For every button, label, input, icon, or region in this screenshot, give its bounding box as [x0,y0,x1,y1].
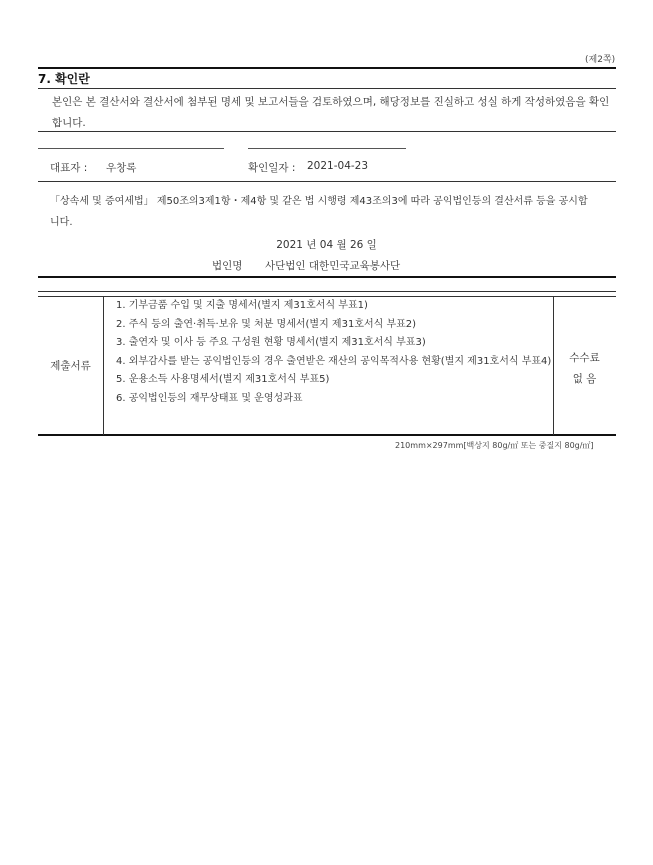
list-item: 4. 외부감사를 받는 공익법인등의 경우 출연받은 재산의 공익목적사용 현황(별지 제31호서식 부표4) [116,355,552,367]
section-title: 7. 확인란 [38,72,90,86]
table-bottom-rule [38,434,616,436]
list-item: 1. 기부금품 수입 및 지출 명세서(별지 제31호서식 부표1) [116,300,368,311]
corporation-label: 법인명 [212,260,243,272]
page-number: (제2쪽) [585,55,616,65]
section-divider [38,88,616,89]
paper-spec-footer: 210mm×297mm[백상지 80g/㎡ 또는 중질지 80g/㎡] [395,441,594,450]
submission-document-list [110,297,552,408]
publication-date: 2021 년 04 월 26 일 [276,239,377,251]
list-item: 6. 공익법인등의 재무상태표 및 운영성과표 [116,392,303,404]
fee-label-line-1: 수수료 [569,352,600,364]
statement-bottom-rule [38,131,616,132]
list-item: 5. 운용소득 사용명세서(별지 제31호서식 부표5) [116,374,330,385]
notice-bottom-rule [38,276,616,278]
submission-label: 제출서류 [50,360,91,372]
top-rule [38,67,616,69]
list-item: 2. 주식 등의 출연·취득·보유 및 처분 명세서(별지 제31호서식 부표2) [116,318,417,330]
signature-line-left [38,148,224,149]
list-item: 3. 출연자 및 이사 등 주요 구성원 현황 명세서(별지 제31호서식 부표3) [116,337,426,348]
representative-label: 대표자 : [50,162,88,174]
confirm-date: 2021-04-23 [307,160,369,172]
fee-label-line-2: 없 음 [572,373,597,385]
representative-name: 우창록 [106,162,137,174]
confirm-date-label: 확인일자 : [248,162,296,174]
signature-line-right [248,148,406,149]
corporation-name: 사단법인 대한민국교육봉사단 [265,260,401,272]
disclosure-notice: 「상속세 및 증여세법」 제50조의3제1항・제4항 및 같은 법 시행령 제43조의3에 따라 공익법인등의 결산서류 등을 공시합니다. [50,196,588,228]
fee-label [553,348,616,390]
confirm-statement: 본인은 본 결산서와 결산서에 첨부된 명세 및 보고서들을 검토하였으며, 해당정보를 진실하고 성실 하게 작성하였음을 확인합니다. [52,96,610,129]
notice-top-rule [38,181,616,182]
table-top-rule-outer [38,291,616,292]
